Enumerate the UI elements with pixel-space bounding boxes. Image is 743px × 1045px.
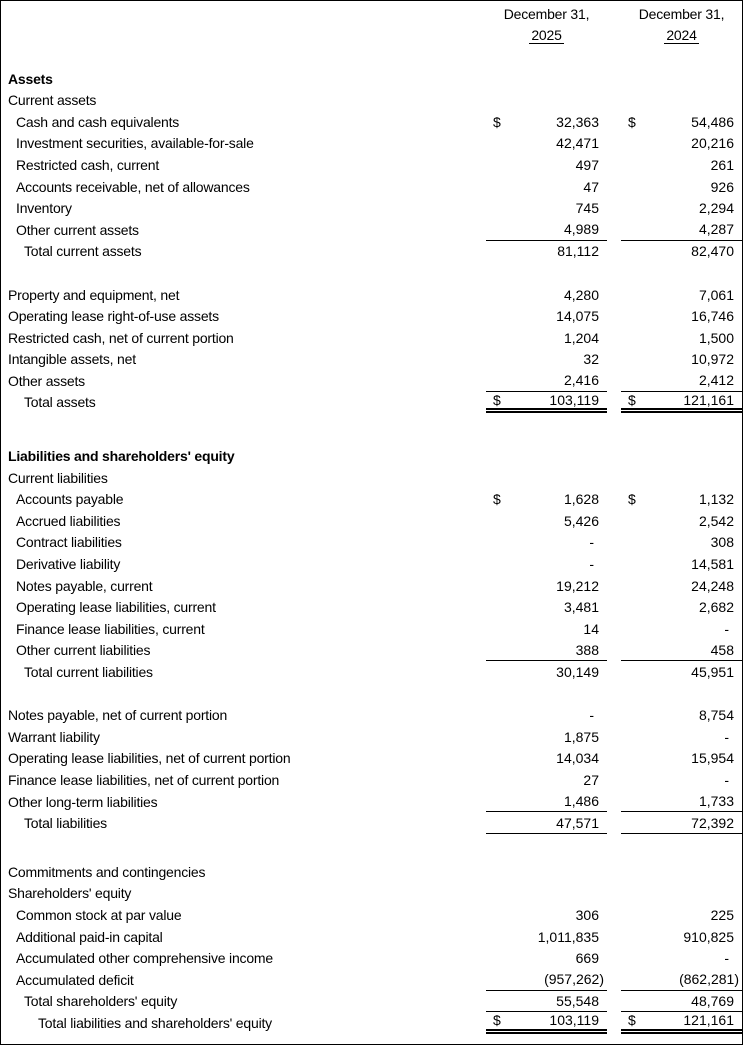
- table-row: [1, 349, 742, 371]
- row-label: Investment securities, available-for-sale: [16, 135, 254, 152]
- table-row: [1, 133, 742, 155]
- amount-2024-column: [621, 392, 742, 414]
- amount-2024-value: (862,281): [679, 971, 739, 988]
- dollar-sign: $: [493, 113, 501, 130]
- amount-2024-value: 15,954: [691, 750, 734, 767]
- amount-2025-value: 3,481: [563, 599, 599, 616]
- amount-2025-value: 14,034: [556, 750, 599, 767]
- table-row: [1, 861, 742, 883]
- amount-2024-value: -: [724, 950, 729, 967]
- amount-2025-value: 669: [575, 950, 599, 967]
- amount-2025-value: 30,149: [556, 664, 599, 681]
- amount-2025-value: 19,212: [556, 577, 599, 594]
- amount-2024-value: 10,972: [691, 351, 734, 368]
- amount-2024-column: [621, 349, 742, 371]
- amount-2024-column: [621, 510, 742, 532]
- table-row: [1, 219, 742, 241]
- amount-2025-value: 1,486: [563, 793, 599, 810]
- table-row: [1, 305, 742, 327]
- row-label: Intangible assets, net: [8, 351, 136, 368]
- table-row: [1, 197, 742, 219]
- table-row: [1, 618, 742, 640]
- row-label: Liabilities and shareholders' equity: [8, 448, 235, 465]
- table-row: [1, 748, 742, 770]
- amount-2025-value: 55,548: [556, 992, 599, 1009]
- spacer-row: [1, 262, 742, 284]
- row-label: Operating lease liabilities, current: [16, 599, 216, 616]
- amount-2024-column: [621, 926, 742, 948]
- table-row: [1, 553, 742, 575]
- table-row: [1, 89, 742, 111]
- amount-2024-column: [621, 445, 742, 467]
- amount-2025-column: [486, 284, 607, 306]
- amount-2024-column: [621, 68, 742, 90]
- amount-2024-column: [621, 812, 742, 834]
- amount-2025-column: [486, 661, 607, 683]
- amount-2025-column: [486, 68, 607, 90]
- amount-2024-value: 2,682: [698, 599, 734, 616]
- amount-2025-column: [486, 219, 607, 241]
- amount-2025-column: [486, 596, 607, 618]
- amount-2024-value: 121,161: [683, 391, 734, 408]
- amount-2025-column: [486, 748, 607, 770]
- amount-2024-value: 8,754: [698, 707, 734, 724]
- amount-2024-value: 4,287: [698, 221, 734, 238]
- row-label: Other current assets: [16, 221, 139, 238]
- spacer-row: [1, 683, 742, 705]
- header-row-dates: [1, 3, 742, 25]
- row-label: Cash and cash equivalents: [16, 113, 180, 130]
- amount-2024-value: 48,769: [691, 992, 734, 1009]
- amount-2025-column: [486, 812, 607, 834]
- amount-2024-column: [621, 640, 742, 662]
- dollar-sign: $: [493, 1012, 501, 1029]
- amount-2024-value: 2,542: [698, 512, 734, 529]
- amount-2024-column: [621, 133, 742, 155]
- amount-2025-value: -: [589, 534, 594, 551]
- table-row: [1, 154, 742, 176]
- amount-2025-column: [486, 553, 607, 575]
- dollar-sign: $: [493, 391, 501, 408]
- table-row: [1, 969, 742, 991]
- row-label: Contract liabilities: [16, 534, 122, 551]
- amount-2025-column: [486, 89, 607, 111]
- header-date-2025: December 31,: [503, 5, 590, 22]
- amount-2024-value: 16,746: [691, 308, 734, 325]
- row-label: Operating lease right-of-use assets: [8, 308, 219, 325]
- amount-2025-column: [486, 575, 607, 597]
- table-row: [1, 532, 742, 554]
- amount-2025-column: [486, 1012, 607, 1034]
- row-label: Total liabilities and shareholders' equity: [38, 1014, 272, 1031]
- table-row: [1, 370, 742, 392]
- dollar-sign: $: [628, 113, 636, 130]
- row-label: Total liabilities: [24, 815, 107, 832]
- dollar-sign: $: [493, 491, 501, 508]
- amount-2025-column: [486, 445, 607, 467]
- amount-2025-value: 32: [583, 351, 599, 368]
- table-row: [1, 284, 742, 306]
- amount-2025-value: 4,280: [563, 286, 599, 303]
- amount-2024-value: 7,061: [698, 286, 734, 303]
- row-label: Derivative liability: [16, 556, 121, 573]
- amount-2024-value: 308: [710, 534, 734, 551]
- amount-2024-column: [621, 370, 742, 392]
- row-label: Other assets: [8, 372, 85, 389]
- amount-2024-value: 1,733: [698, 793, 734, 810]
- amount-2025-value: 1,875: [563, 728, 599, 745]
- row-label: Total assets: [24, 394, 96, 411]
- amount-2024-column: [621, 618, 742, 640]
- amount-2025-value: -: [589, 707, 594, 724]
- amount-2025-column: [486, 532, 607, 554]
- amount-2024-value: 24,248: [691, 577, 734, 594]
- amount-2024-value: 2,412: [698, 372, 734, 389]
- amount-2024-column: [621, 553, 742, 575]
- amount-2025-value: 14: [583, 620, 599, 637]
- row-label: Total current assets: [24, 243, 142, 260]
- row-label: Accounts receivable, net of allowances: [16, 178, 250, 195]
- row-label: Total current liabilities: [24, 664, 153, 681]
- row-label: Finance lease liabilities, current: [16, 620, 205, 637]
- amount-2024-column: [621, 89, 742, 111]
- amount-2024-value: 458: [710, 641, 734, 658]
- amount-2024-value: 2,294: [698, 200, 734, 217]
- row-label: Accounts payable: [16, 491, 124, 508]
- amount-2024-value: -: [724, 771, 729, 788]
- row-label: Notes payable, net of current portion: [8, 707, 228, 724]
- header-col-2025: [486, 25, 607, 47]
- amount-2025-value: 1,011,835: [537, 928, 599, 945]
- amount-2024-column: [621, 704, 742, 726]
- amount-2025-column: [486, 861, 607, 883]
- row-label: Accumulated other comprehensive income: [16, 950, 273, 967]
- row-label: Shareholders' equity: [8, 885, 132, 902]
- table-row: [1, 640, 742, 662]
- amount-2025-column: [486, 726, 607, 748]
- amount-2024-column: [621, 467, 742, 489]
- row-label: Restricted cash, current: [16, 156, 160, 173]
- table-row: [1, 704, 742, 726]
- amount-2024-value: 1,132: [698, 491, 734, 508]
- amount-2025-column: [486, 769, 607, 791]
- row-label: Accrued liabilities: [16, 512, 121, 529]
- table-row: [1, 68, 742, 90]
- amount-2024-column: [621, 969, 742, 991]
- amount-2024-column: [621, 327, 742, 349]
- header-col-2024: [621, 25, 742, 47]
- table-row: [1, 596, 742, 618]
- table-row: [1, 726, 742, 748]
- amount-2025-value: 14,075: [556, 308, 599, 325]
- amount-2025-value: 4,989: [563, 221, 599, 238]
- amount-2025-value: 745: [575, 200, 599, 217]
- row-label: Assets: [8, 70, 53, 87]
- row-label: Notes payable, current: [16, 577, 153, 594]
- amount-2025-value: 1,628: [563, 491, 599, 508]
- amount-2025-value: 306: [575, 906, 599, 923]
- row-label: Total shareholders' equity: [24, 993, 178, 1010]
- amount-2024-column: [621, 947, 742, 969]
- table-row: [1, 241, 742, 263]
- table-row: [1, 392, 742, 414]
- amount-2025-column: [486, 327, 607, 349]
- table-row: [1, 904, 742, 926]
- row-label: Operating lease liabilities, net of current portion: [8, 750, 291, 767]
- row-label: Common stock at par value: [16, 906, 182, 923]
- row-label: Additional paid-in capital: [16, 928, 163, 945]
- amount-2025-column: [486, 467, 607, 489]
- amount-2024-column: [621, 661, 742, 683]
- amount-2025-column: [486, 111, 607, 133]
- row-label: Other long-term liabilities: [8, 793, 158, 810]
- header-col-2024: [621, 3, 742, 25]
- row-label: Finance lease liabilities, net of current portion: [8, 771, 280, 788]
- table-row: [1, 812, 742, 834]
- amount-2024-column: [621, 305, 742, 327]
- amount-2025-column: [486, 883, 607, 905]
- amount-2024-column: [621, 532, 742, 554]
- amount-2025-value: 47: [583, 178, 599, 195]
- table-row: [1, 467, 742, 489]
- table-row: [1, 176, 742, 198]
- amount-2024-value: 72,392: [691, 814, 734, 831]
- row-label: Other current liabilities: [16, 642, 151, 659]
- table-row: [1, 488, 742, 510]
- amount-2024-value: 910,825: [683, 928, 734, 945]
- row-label: Accumulated deficit: [16, 971, 134, 988]
- amount-2025-column: [486, 904, 607, 926]
- header-year-2025: 2025: [531, 26, 562, 43]
- amount-2024-column: [621, 769, 742, 791]
- amount-2024-column: [621, 861, 742, 883]
- table-row: [1, 769, 742, 791]
- amount-2025-value: 497: [575, 156, 599, 173]
- row-label: Commitments and contingencies: [8, 863, 206, 880]
- header-col-2025: [486, 3, 607, 25]
- amount-2025-column: [486, 176, 607, 198]
- amount-2025-column: [486, 197, 607, 219]
- amount-2024-column: [621, 791, 742, 813]
- spacer-row: [1, 46, 742, 68]
- amount-2024-column: [621, 154, 742, 176]
- spacer-row: [1, 429, 742, 445]
- amount-2024-column: [621, 241, 742, 263]
- amount-2024-value: 261: [710, 156, 734, 173]
- row-label: Warrant liability: [8, 728, 100, 745]
- balance-sheet-rows: [1, 46, 742, 1034]
- amount-2025-column: [486, 991, 607, 1013]
- amount-2024-value: -: [724, 620, 729, 637]
- amount-2024-value: 14,581: [691, 556, 734, 573]
- amount-2024-column: [621, 284, 742, 306]
- table-row: [1, 791, 742, 813]
- header-date-2024: December 31,: [638, 5, 725, 22]
- amount-2025-column: [486, 488, 607, 510]
- amount-2024-column: [621, 991, 742, 1013]
- amount-2025-column: [486, 349, 607, 371]
- amount-2025-value: 27: [583, 771, 599, 788]
- dollar-sign: $: [628, 391, 636, 408]
- amount-2025-value: (957,262): [544, 971, 604, 988]
- table-row: [1, 883, 742, 905]
- amount-2025-value: 388: [575, 641, 599, 658]
- amount-2024-column: [621, 111, 742, 133]
- row-label: Inventory: [16, 200, 72, 217]
- amount-2024-value: 45,951: [691, 664, 734, 681]
- amount-2024-column: [621, 904, 742, 926]
- table-row: [1, 445, 742, 467]
- balance-sheet: [1, 1, 742, 1034]
- row-label: Restricted cash, net of current portion: [8, 329, 234, 346]
- row-label: Property and equipment, net: [8, 286, 180, 303]
- amount-2024-value: -: [724, 728, 729, 745]
- dollar-sign: $: [628, 491, 636, 508]
- amount-2025-column: [486, 241, 607, 263]
- amount-2024-value: 1,500: [698, 329, 734, 346]
- amount-2025-value: 103,119: [549, 391, 599, 408]
- table-row: [1, 1012, 742, 1034]
- amount-2025-column: [486, 510, 607, 532]
- amount-2025-column: [486, 969, 607, 991]
- table-row: [1, 947, 742, 969]
- amount-2024-value: 82,470: [691, 243, 734, 260]
- amount-2025-value: -: [589, 556, 594, 573]
- table-row: [1, 991, 742, 1013]
- amount-2024-column: [621, 726, 742, 748]
- table-row: [1, 327, 742, 349]
- amount-2024-column: [621, 219, 742, 241]
- row-label: Current liabilities: [8, 469, 108, 486]
- amount-2025-value: 1,204: [563, 329, 599, 346]
- amount-2024-column: [621, 883, 742, 905]
- amount-2024-value: 121,161: [683, 1012, 734, 1029]
- amount-2025-value: 2,416: [563, 372, 599, 389]
- amount-2025-column: [486, 133, 607, 155]
- amount-2025-column: [486, 791, 607, 813]
- dollar-sign: $: [628, 1012, 636, 1029]
- amount-2025-value: 47,571: [556, 814, 599, 831]
- amount-2025-column: [486, 640, 607, 662]
- header-row-years: [1, 25, 742, 47]
- amount-2025-column: [486, 618, 607, 640]
- amount-2025-column: [486, 154, 607, 176]
- amount-2024-column: [621, 575, 742, 597]
- amount-2024-column: [621, 1012, 742, 1034]
- amount-2025-column: [486, 947, 607, 969]
- amount-2024-column: [621, 197, 742, 219]
- table-row: [1, 111, 742, 133]
- spacer-row: [1, 834, 742, 861]
- amount-2024-column: [621, 176, 742, 198]
- table-row: [1, 575, 742, 597]
- amount-2025-value: 5,426: [563, 512, 599, 529]
- amount-2025-column: [486, 392, 607, 414]
- amount-2024-column: [621, 748, 742, 770]
- header-year-2024: 2024: [666, 26, 697, 43]
- amount-2025-value: 81,112: [557, 243, 599, 260]
- amount-2025-column: [486, 704, 607, 726]
- amount-2024-value: 54,486: [691, 113, 734, 130]
- amount-2024-column: [621, 488, 742, 510]
- amount-2025-value: 42,471: [556, 135, 599, 152]
- amount-2025-column: [486, 926, 607, 948]
- amount-2025-value: 103,119: [549, 1012, 599, 1029]
- amount-2024-column: [621, 596, 742, 618]
- spacer-row: [1, 413, 742, 429]
- table-row: [1, 510, 742, 532]
- table-row: [1, 661, 742, 683]
- amount-2025-column: [486, 370, 607, 392]
- amount-2025-column: [486, 305, 607, 327]
- amount-2024-value: 926: [710, 178, 734, 195]
- amount-2024-value: 225: [710, 906, 734, 923]
- row-label: Current assets: [8, 92, 97, 109]
- table-row: [1, 926, 742, 948]
- amount-2024-value: 20,216: [691, 135, 734, 152]
- amount-2025-value: 32,363: [556, 113, 599, 130]
